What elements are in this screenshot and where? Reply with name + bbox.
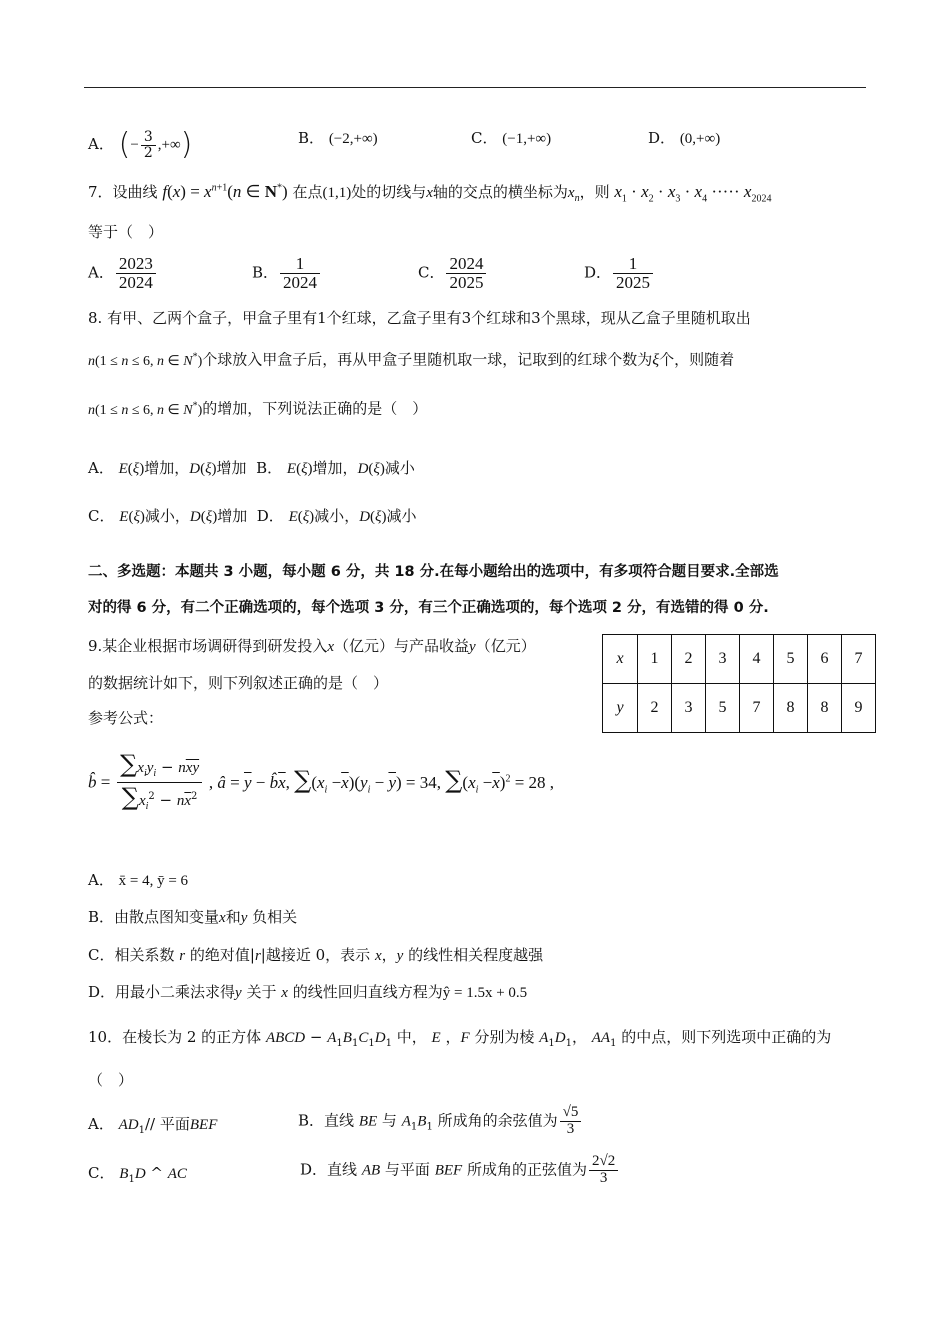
option-text: C．相关系数 bbox=[88, 946, 175, 964]
option-text: 的绝对值| bbox=[189, 946, 255, 964]
option-text: 增加 bbox=[217, 507, 248, 525]
header-rule bbox=[84, 87, 866, 88]
q6-option-c bbox=[471, 131, 551, 147]
option-label: B． bbox=[256, 459, 283, 477]
q10-option-d: D．直线 AB 与平面 BEF 所成角的正弦值为 $\frac{2√2}{3}$ bbox=[300, 1154, 620, 1187]
fraction-numerator: 2024 bbox=[446, 255, 486, 274]
q10-text: 中， bbox=[396, 1028, 427, 1046]
option-text: 关于 bbox=[246, 983, 277, 1001]
option-label: C． bbox=[88, 507, 115, 525]
option-label: A． bbox=[88, 263, 114, 282]
table-header-x: x bbox=[603, 635, 638, 684]
option-label: D． bbox=[584, 263, 612, 282]
q8-text: 个球放入甲盒子后，再从甲盒子里随机取一球，记取到的红球个数为 bbox=[202, 350, 653, 369]
table-cell: 9 bbox=[842, 684, 876, 733]
q9-text: （亿元）与产品收益 bbox=[334, 637, 470, 655]
fraction-denominator: 2025 bbox=[616, 272, 651, 292]
q10-text: 的中点，则下列选项中正确的为 bbox=[621, 1028, 832, 1046]
q10-line-1: 10．在棱长为 2 的正方体 ABCD − $A_1B_1C_1D_1$ 中， E ，F 分别为棱 $A_1D_1$， $AA_1$ 的中点，则下列选项中正确的为 bbox=[88, 1028, 832, 1049]
option-text: D．直线 bbox=[300, 1160, 358, 1179]
option-text: B．直线 bbox=[298, 1111, 355, 1130]
fraction-numerator: 2023 bbox=[116, 255, 156, 274]
q10-line-2: （ ） bbox=[88, 1071, 134, 1089]
q8-line-3: n(1 ≤ n ≤ 6, n ∈ N*)的增加，下列说法正确的是（ ） bbox=[88, 399, 428, 418]
q9-reference-label: 参考公式： bbox=[88, 709, 164, 727]
table-cell: 3 bbox=[672, 684, 706, 733]
option-text: 减小 bbox=[386, 507, 417, 525]
table-header-y: y bbox=[603, 684, 638, 733]
option-label: C． bbox=[471, 129, 498, 147]
option-text: 与 bbox=[381, 1111, 397, 1130]
q10-text: 10．在棱长为 2 的正方体 bbox=[88, 1028, 262, 1046]
option-label: B． bbox=[298, 129, 325, 147]
option-text: 负相关 bbox=[252, 908, 298, 926]
data-table bbox=[602, 634, 876, 733]
option-text: 所成角的余弦值为 bbox=[437, 1111, 558, 1130]
option-value: (−2,+∞) bbox=[328, 131, 378, 147]
table-cell: 7 bbox=[740, 684, 774, 733]
fraction-denominator: 2024 bbox=[283, 272, 318, 292]
option-label: A． bbox=[88, 1115, 114, 1133]
q6-option-d bbox=[648, 131, 720, 147]
q7-text: 处的切线与 bbox=[351, 183, 427, 201]
q8-line-2: n(1 ≤ n ≤ 6, n ∈ N*)个球放入甲盒子后，再从甲盒子里随机取一球，记取到的红球个数为ξ个，则随着 bbox=[88, 350, 735, 369]
table-cell: 8 bbox=[774, 684, 808, 733]
option-label: A． bbox=[88, 459, 114, 477]
option-text: 减小 bbox=[384, 459, 415, 477]
q7-option-a bbox=[88, 255, 158, 292]
option-text: // 平面 bbox=[145, 1115, 190, 1133]
table-cell: 2 bbox=[672, 635, 706, 684]
section-heading-line-1: 二、多选题：本题共 3 小题，每小题 6 分，共 18 分.在每小题给出的选项中，有多项符合题目要求.全部选 bbox=[88, 564, 779, 580]
option-text: D．用最小二乘法求得 bbox=[88, 983, 236, 1001]
q7-equals: 等于（ ） bbox=[88, 223, 164, 241]
q9-option-d: D．用最小二乘法求得y 关于 x 的线性回归直线方程为ŷ = 1.5x + 0.5 bbox=[88, 983, 528, 1001]
q9-line-1: 9.某企业根据市场调研得到研发投入x（亿元）与产品收益y（亿元） bbox=[88, 637, 536, 655]
q7-number: 7．设曲线 bbox=[88, 183, 158, 201]
q7-point: (1,1) bbox=[322, 185, 352, 201]
option-text: 增加 bbox=[144, 459, 175, 477]
table-cell: 5 bbox=[706, 684, 740, 733]
q7-text: ，则 bbox=[579, 183, 610, 201]
option-text: 所成角的正弦值为 bbox=[467, 1160, 588, 1179]
option-text: 增加 bbox=[312, 459, 343, 477]
table-cell: 2 bbox=[638, 684, 672, 733]
option-value: (0,+∞) bbox=[679, 131, 721, 147]
table-row bbox=[603, 635, 876, 684]
option-text: |越接近 0，表示 bbox=[260, 946, 371, 964]
option-label: D． bbox=[256, 507, 284, 525]
q8-text: 个，则随着 bbox=[659, 350, 735, 369]
fraction-numerator: 1 bbox=[280, 255, 320, 274]
table-cell: 8 bbox=[808, 684, 842, 733]
option-text: 增加 bbox=[216, 459, 247, 477]
q7-text: 在点 bbox=[292, 183, 323, 201]
section-heading-line-2: 对的得 6 分，有二个正确选项的，每个选项 3 分，有三个正确选项的，每个选项 2 分，有选错的得 0 分. bbox=[88, 600, 769, 616]
q7-option-c bbox=[418, 255, 488, 292]
fraction-denominator: 2025 bbox=[449, 272, 484, 292]
option-text: 与平面 bbox=[384, 1160, 430, 1179]
option-label: D． bbox=[648, 129, 676, 147]
q7-text: 轴的交点的横坐标为 bbox=[432, 183, 568, 201]
option-label: A． bbox=[88, 871, 114, 889]
option-text: 的线性回归直线方程为 bbox=[292, 983, 443, 1001]
q9-option-a bbox=[88, 873, 188, 889]
option-text: B．由散点图知变量 bbox=[88, 908, 220, 926]
q9-text: 9.某企业根据市场调研得到研发投入 bbox=[88, 637, 328, 655]
table-cell: 6 bbox=[808, 635, 842, 684]
q10-option-a: A． $AD_1//$ 平面BEF bbox=[88, 1115, 218, 1136]
q9-option-b: B．由散点图知变量x和y 负相关 bbox=[88, 908, 298, 926]
formula-value: = 28 , bbox=[514, 773, 555, 793]
q10-text: 分别为棱 bbox=[474, 1028, 535, 1046]
fraction-denominator: 2024 bbox=[118, 272, 153, 292]
option-value: (−1,+∞) bbox=[502, 131, 552, 147]
option-value: x̄ = 4, ȳ = 6 bbox=[118, 873, 189, 889]
table-cell: 4 bbox=[740, 635, 774, 684]
q7-option-b bbox=[252, 255, 322, 292]
table-cell: 7 bbox=[842, 635, 876, 684]
option-text: 减小 bbox=[314, 507, 345, 525]
formula-value: = 34, bbox=[405, 773, 442, 793]
option-value: ŷ = 1.5x + 0.5 bbox=[442, 985, 528, 1001]
option-label: C． bbox=[418, 263, 445, 282]
option-label: A． bbox=[88, 135, 114, 154]
table-cell: 1 bbox=[638, 635, 672, 684]
table-row bbox=[603, 684, 876, 733]
q10-option-c: C． $B_1D$ ^ AC bbox=[88, 1164, 187, 1185]
q9-option-c: C．相关系数 r 的绝对值|r|越接近 0，表示 x，y 的线性相关程度越强 bbox=[88, 946, 544, 964]
option-text: 和 bbox=[225, 908, 241, 926]
q8-text: 的增加，下列说法正确的是（ ） bbox=[202, 399, 428, 418]
q6-option-a: A． (− $\frac{3}{2}$ ,+∞) bbox=[88, 127, 193, 163]
option-label: B． bbox=[252, 263, 279, 282]
q8-options-cd: C． E(ξ)减小，D(ξ)增加 D． E(ξ)减小，D(ξ)减小 bbox=[88, 507, 417, 525]
q8-line-1: 8. 有甲、乙两个盒子，甲盒子里有1个红球，乙盒子里有3个红球和3个黑球，现从乙盒子里随机取出 bbox=[88, 309, 751, 327]
q9-text: （亿元） bbox=[475, 637, 536, 655]
q10-option-b: B．直线 BE 与 $A_1B_1$ 所成角的余弦值为 $\frac{√5}{3}$ bbox=[298, 1105, 583, 1138]
option-label: C． bbox=[88, 1164, 115, 1182]
q7-option-d bbox=[584, 255, 655, 292]
q7-stem: 7．设曲线 $f(x) = x^{n+1}(n$ ∈ N*) 在点(1,1)处的切线与x轴的交点的横坐标为$x_n$，则 $x_1 \cdot x_2 \cdot x_3 \cdot x_4$ ····· $x_{2024}$ bbox=[88, 182, 772, 205]
table-cell: 3 bbox=[706, 635, 740, 684]
table-cell: 5 bbox=[774, 635, 808, 684]
regression-formula: b̂ = $\frac{\sum x_iy_i - n\overline{xy}}{\sum x_i^2 - n\overline{x}^2}$ , â = $\overline{y}$ − $b̂\overline{x}$, $\sum(x_i -\overline{x})(y_i - \overline{y}) = 34$, $\sum(x_i -\overline{x})^2 = 28$ , bbox=[88, 750, 555, 812]
fraction-numerator: 1 bbox=[613, 255, 653, 274]
q8-options-ab: A． E(ξ)增加，D(ξ)增加 B． E(ξ)增加，D(ξ)减小 bbox=[88, 459, 415, 477]
q9-line-2: 的数据统计如下，则下列叙述正确的是（ ） bbox=[88, 674, 389, 692]
option-text: 的线性相关程度越强 bbox=[408, 946, 544, 964]
q6-option-b bbox=[298, 131, 378, 147]
option-text: 减小 bbox=[144, 507, 175, 525]
